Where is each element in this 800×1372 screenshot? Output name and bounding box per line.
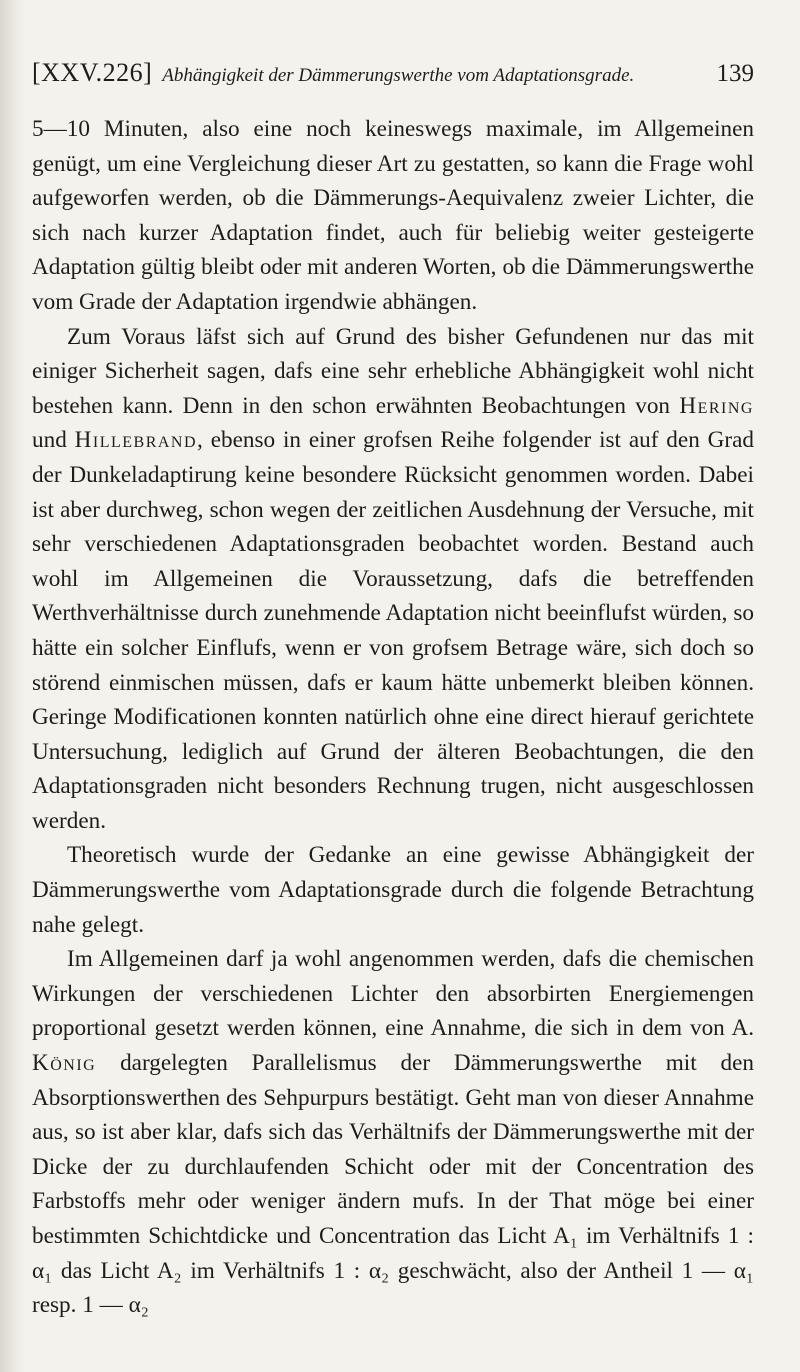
paragraph-3-text: Theoretisch wurde der Gedanke an eine gewisse Abhängigkeit der Dämmerungswerthe vom Adaptationsgrade durch die folgende Betrachtung nahe gelegt. (32, 842, 754, 938)
page-number: 139 (716, 60, 754, 87)
running-title: Abhängigkeit der Dämmerungswerthe vom Adaptationsgrade. (162, 65, 635, 86)
author-name-koenig: König (32, 1050, 97, 1077)
author-name-hering: Hering (679, 392, 754, 419)
paragraph-2 (32, 320, 754, 839)
paragraph-1 (32, 112, 754, 320)
paragraph-4-text-a: Im Allgemeinen darf ja wohl angenommen werden, dafs die chemischen Wirkungen der verschiedenen Lichter den absorbirten Energiemengen proportional gesetzt werden können, eine Annahme, die sich in dem von A. (32, 946, 754, 1042)
paragraph-2-text-a: Zum Voraus läfst sich auf Grund des bisher Gefundenen nur das mit einiger Sicherheit sagen, dafs eine sehr erhebliche Abhängigkeit wohl nicht bestehen kann. Denn in den schon erwähnten Beobachtungen von (32, 323, 754, 419)
paragraph-3 (32, 838, 754, 942)
paragraph-4-text-b: dargelegten Parallelismus der Dämmerungswerthe mit den Absorptionswerthen des Sehpurpurs bestätigt. Geht man von dieser Annahme aus, so ist aber klar, dafs sich das Verhältnifs der Dämmerungswerthe mit der Dicke der zu durchlaufenden Schicht oder mit der Concentration des Farbstoffs mehr oder weniger ändern mufs. In der That möge bei einer bestimmten Schichtdicke und Concentration das Licht A₁ im Verhältnifs 1 : α₁ das Licht A₂ im Verhältnifs 1 : α₂ geschwächt, also der Antheil 1 — α₁ resp. 1 — α₂ (32, 1050, 754, 1319)
running-header (32, 58, 754, 98)
book-page (32, 58, 754, 1323)
section-reference: [XXV.226] (32, 58, 153, 87)
paragraph-4 (32, 942, 754, 1323)
book-spine-shadow (0, 0, 26, 1372)
author-name-hillebrand: Hillebrand (74, 427, 198, 454)
paragraph-2-text-c: , ebenso in einer grofsen Reihe folgender ist auf den Grad der Dunkeladaptirung keine besondere Rücksicht genommen worden. Dabei ist aber durchweg, schon wegen der zeitlichen Ausdehnung der Versuche, mit sehr verschiedenen Adaptationsgraden beobachtet worden. Bestand auch wohl im Allgemeinen die Voraussetzung, dafs die betreffenden Werthverhältnisse durch zunehmende Adaptation nicht beeinflufst würden, so hätte ein solcher Einflufs, wenn er von grofsem Betrage wäre, sich doch so störend einmischen müssen, dafs er kaum hätte unbemerkt bleiben können. Geringe Modificationen konnten natürlich ohne eine direct hierauf gerichtete Untersuchung, lediglich auf Grund der älteren Beobachtungen, die den Adaptationsgraden nicht besonders Rechnung trugen, nicht ausgeschlossen werden. (32, 427, 754, 834)
paragraph-1-text: 5—10 Minuten, also eine noch keineswegs maximale, im Allgemeinen genügt, um eine Vergleichung dieser Art zu gestatten, so kann die Frage wohl aufgeworfen werden, ob die Dämmerungs-Aequivalenz zweier Lichter, die sich nach kurzer Adaptation findet, auch für beliebig weiter gesteigerte Adaptation gültig bleibt oder mit anderen Worten, ob die Dämmerungswerthe vom Grade der Adaptation irgendwie abhängen. (32, 116, 754, 315)
paragraph-2-text-b: und (32, 427, 75, 454)
